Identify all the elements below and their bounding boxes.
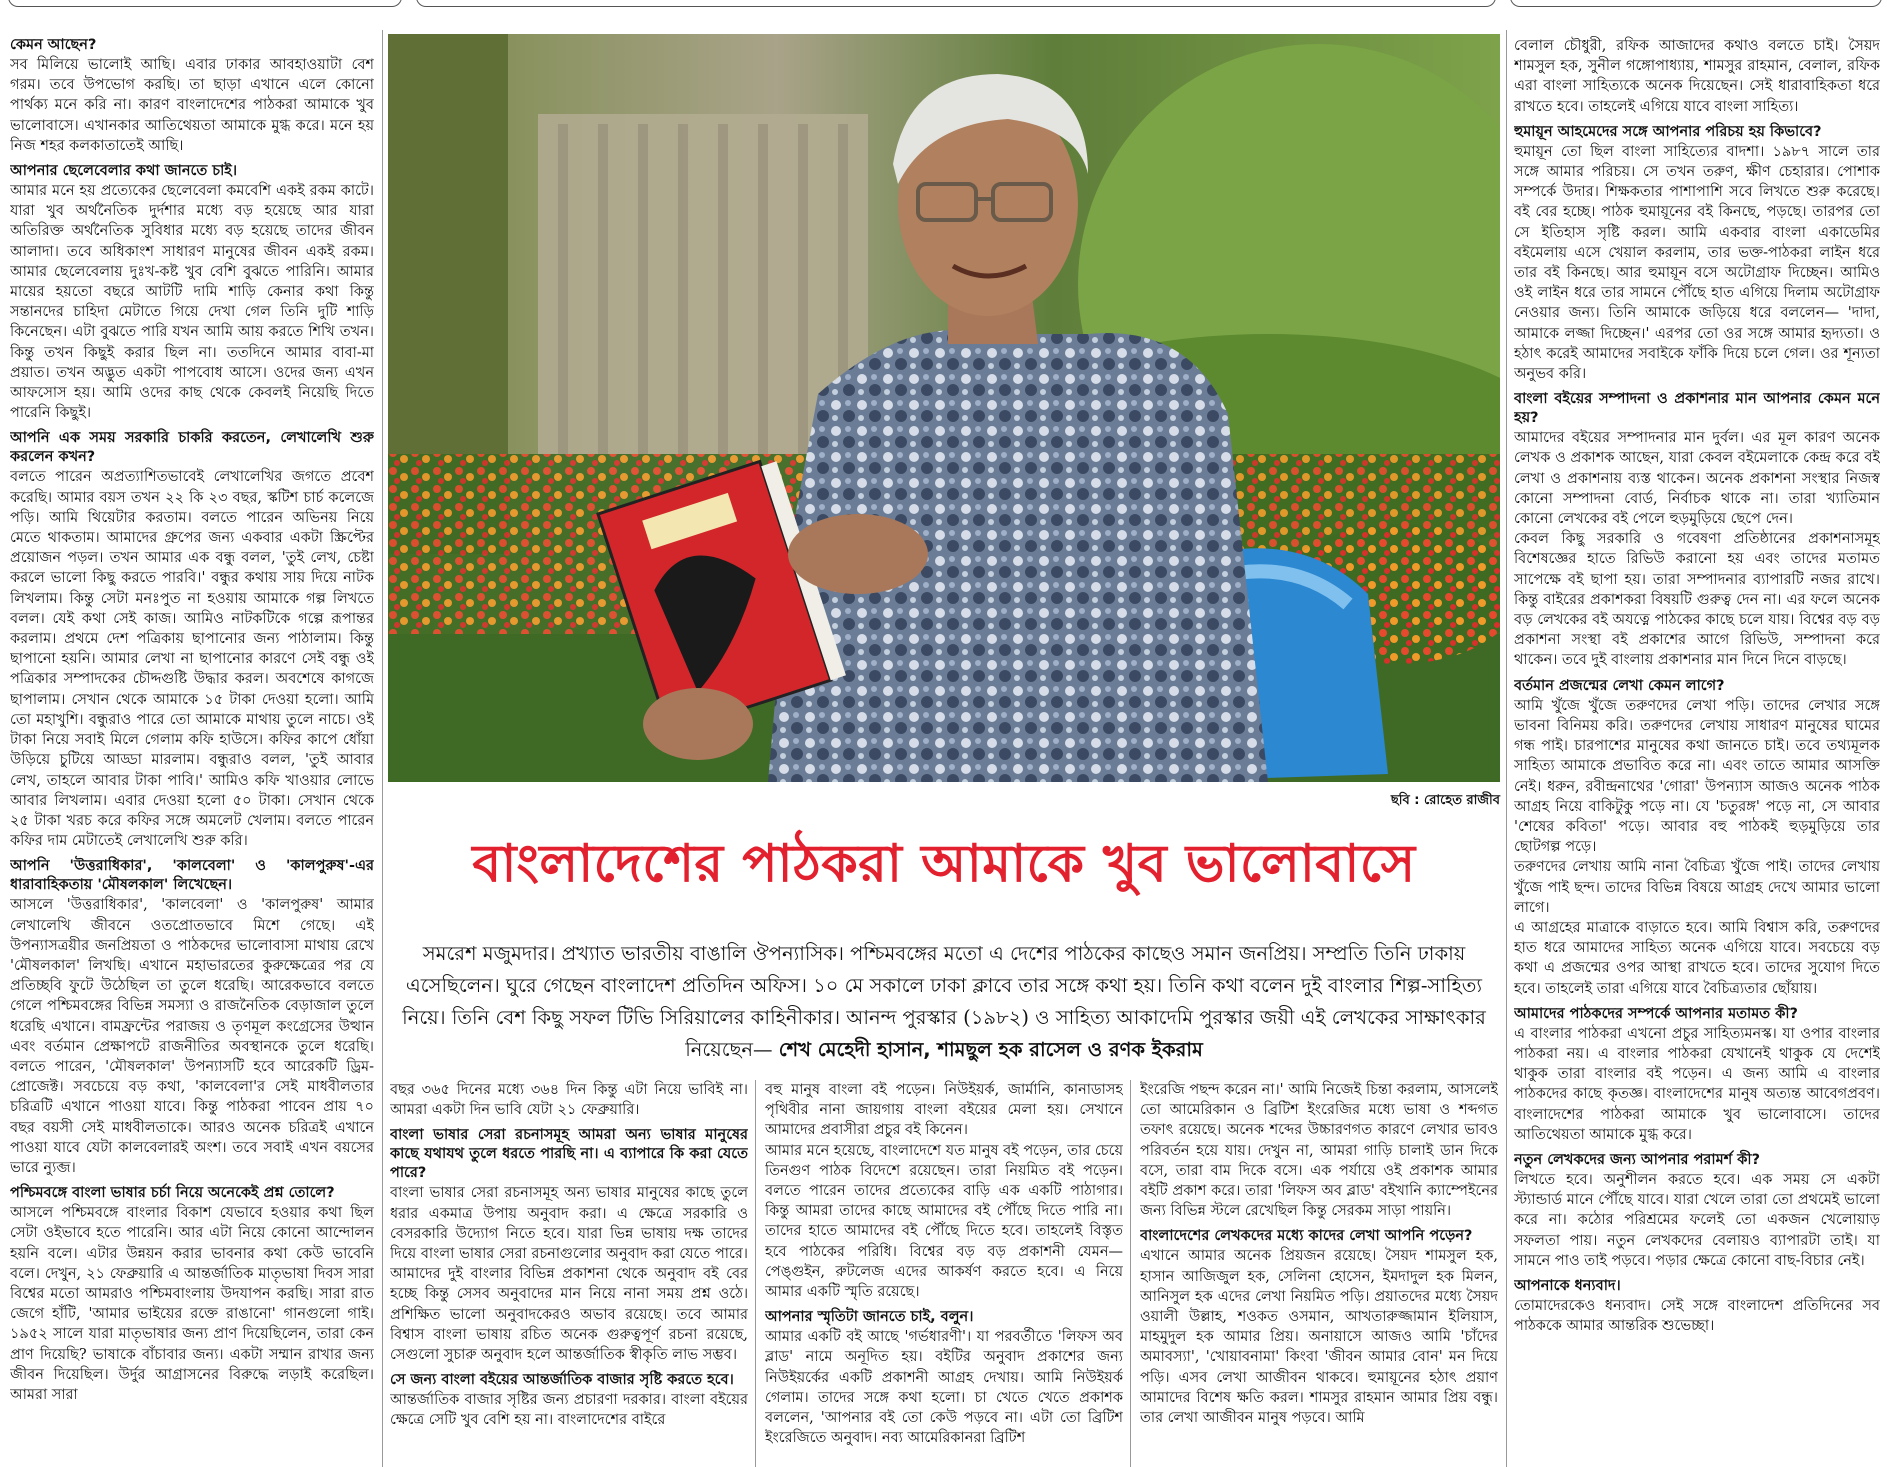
interview-question: পশ্চিমবঙ্গে বাংলা ভাষার চর্চা নিয়ে অনেকেই প্রশ্ন তোলে? bbox=[10, 1185, 335, 1202]
interview-answer: আমাদের বইয়ের সম্পাদনার মান দুর্বল। এর মূল কারণ অনেক লেখক ও প্রকাশক আছেন, যারা কেবল বইমেলাকে কেন্দ্র করে বই লেখা ও প্রকাশনায় ব্যস্ত থাকেন। অনেক প্রকাশনা সংস্থার নিজস্ব কোনো সম্পাদনা বোর্ড, নির্বাচক থাকে না। তারা খ্যাতিমান কোনো লেখকের বই পেলে হুড়মুড়িয়ে ছেপে দেন। bbox=[1514, 430, 1880, 528]
interview-answer: বাংলা ভাষার সেরা রচনাসমূহ অন্য ভাষার মানুষের কাছে তুলে ধরার একমাত্র উপায় অনুবাদ করা। এ ক্ষেত্রে সরকারি ও বেসরকারি উদ্যোগ নিতে হবে। যারা ভিন্ন ভাষায় দক্ষ তাদের দিয়ে বাংলা ভাষার সেরা রচনাগুলোর অনুবাদ করা যেতে পারে। আমাদের দুই বাংলার বিভিন্ন প্রকাশনা থেকে অনুবাদ বই বের হচ্ছে কিন্তু সেসব অনুবাদের মান নিয়ে নানা সময় প্রশ্ন ওঠে। প্রশিক্ষিত ভালো অনুবাদকেরও অভাব রয়েছে। তবে আমার বিশ্বাস বাংলা ভাষায় রচিত অনেক গুরুত্বপূর্ণ রচনা রয়েছে, সেগুলো সুচারু অনুবাদ হলে আন্তর্জাতিক স্বীকৃতি লাভ সম্ভব। bbox=[390, 1185, 748, 1364]
interview-question: সে জন্য বাংলা বইয়ের আন্তর্জাতিক বাজার সৃষ্টি করতে হবে। bbox=[390, 1372, 734, 1389]
interview-question: বাংলা বইয়ের সম্পাদনা ও প্রকাশনার মান আপনার কেমন মনে হয়? bbox=[1514, 391, 1880, 427]
interview-answer: তোমাদেরকেও ধন্যবাদ। সেই সঙ্গে বাংলাদেশ প্রতিদিনের সব পাঠককে আমার আন্তরিক শুভেচ্ছা। bbox=[1514, 1297, 1880, 1335]
column-5 bbox=[1514, 36, 1880, 1464]
interview-question: আপনি 'উত্তরাধিকার', 'কালবেলা' ও 'কালপুরুষ'-এর ধারাবাহিকতায় 'মৌষলকাল' লিখেছেন। bbox=[10, 858, 374, 894]
interview-answer: আমার মনে হয়েছে, বাংলাদেশে যত মানুষ বই পড়েন, তার চেয়ে তিনগুণ পাঠক বিদেশে রয়েছেন। তারা নিয়মিত বই পড়েন। বলতে পারেন তাদের প্রত্যেকের বাড়ি এক একটি পাঠাগার। কিন্তু আমরা তাদের কাছে আমাদের বই পৌঁছে দিতে পারি না। তাদের হাতে আমাদের বই পৌঁছে দিতে হবে। তাহলেই বিস্তৃত হবে পাঠকের পরিধি। বিশ্বের বড় বড় প্রকাশনী যেমন— পেঙ্গুইন, রুটলেজ এদের আকর্ষণ করতে হবে। এ নিয়ে আমার একটি স্মৃতি রয়েছে। bbox=[765, 1142, 1123, 1301]
interview-question: আপনি এক সময় সরকারি চাকরি করতেন, লেখালেখি শুরু করলেন কখন? bbox=[10, 430, 374, 466]
interview-question: আপনাকে ধন্যবাদ। bbox=[1514, 1277, 1621, 1294]
top-frame-center bbox=[416, 0, 1496, 7]
column-4 bbox=[1140, 1080, 1498, 1464]
author-photo bbox=[388, 34, 1500, 782]
author-photo-illustration bbox=[388, 34, 1500, 782]
interview-question: আমাদের পাঠকদের সম্পর্কে আপনার মতামত কী? bbox=[1514, 1005, 1798, 1022]
interview-question: বাংলা ভাষার সেরা রচনাসমূহ আমরা অন্য ভাষার মানুষের কাছে যথাযথ তুলে ধরতে পারছি না। এ ব্যাপারে কি করা যেতে পারে? bbox=[390, 1127, 748, 1182]
interview-answer: আসলে পশ্চিমবঙ্গে বাংলার বিকাশ যেভাবে হওয়ার কথা ছিল সেটা ওইভাবে হতে পারেনি। আর এটা নিয়ে কোনো আন্দোলন হয়নি বলে। এটার উন্নয়ন করার ভাবনার কথা কেউ ভাবেনি বলে। দেখুন, ২১ ফেব্রুয়ারি এ আন্তর্জাতিক মাতৃভাষা দিবস সারা বিশ্বের মতো আমরাও পশ্চিমবাংলায় উদযাপন করছি। সারা রাত জেগে হাঁটি, 'আমার ভাইয়ের রক্তে রাঙানো' গানগুলো গাই। ১৯৫২ সালে যারা মাতৃভাষার জন্য প্রাণ দিয়েছিলেন, তারা কেন প্রাণ দিয়েছি? ভাষাকে বাঁচাবার জন্য। একটা সম্মান রাখার জন্য জীবন দিয়েছিল। উর্দুর আগ্রাসনের বিরুদ্ধে লড়াই করেছিল। আমরা সারা bbox=[10, 1205, 374, 1403]
intro-text: সমরেশ মজুমদার। প্রখ্যাত ভারতীয় বাঙালি ঔপন্যাসিক। পশ্চিমবঙ্গের মতো এ দেশের পাঠকের কাছেও সমান জনপ্রিয়। সম্প্রতি তিনি ঢাকায় এসেছিলেন। ঘুরে গেছেন বাংলাদেশ প্রতিদিন অফিস। ১০ মে সকালে ঢাকা ক্লাবে তার সঙ্গে কথা হয়। তিনি কথা বলেন দুই বাংলার শিল্প-সাহিত্য নিয়ে। তিনি বেশ কিছু সফল টিভি সিরিয়ালের কাহিনীকার। আনন্দ পুরস্কার (১৯৮২) ও সাহিত্য আকাদেমি পুরস্কার জয়ী এই লেখকের সাক্ষাৎকার নিয়েছেন— bbox=[402, 942, 1486, 1061]
interview-answer: এ আগ্রহের মাত্রাকে বাড়াতে হবে। আমি বিশ্বাস করি, তরুণদের হাত ধরে আমাদের সাহিত্য অনেক এগিয়ে যাবে। সবচেয়ে বড় কথা এ প্রজন্মের ওপর আস্থা রাখতে হবে। তাদের সুযোগ দিতে হবে। তাহলেই তারা এগিয়ে যাবে বৈচিত্র্যতার ছোঁয়ায়। bbox=[1514, 919, 1880, 997]
interview-answer: আমার মনে হয় প্রত্যেকের ছেলেবেলা কমবেশি একই রকম কাটে। যারা খুব অর্থনৈতিক দুর্দশার মধ্যে বড় হয়েছে আর যারা অতিরিক্ত অর্থনৈতিক সুবিধার মধ্যে বড় হয়েছে তাদের জীবন আলাদা। তবে অধিকাংশ সাধারণ মানুষের জীবন একই রকম। আমার ছেলেবেলায় দুঃখ-কষ্ট খুব বেশি বুঝতে পারিনি। আমার মায়ের হয়তো বছরে আটটি দামি শাড়ি কেনার কথা কিন্তু সন্তানদের চাহিদা মেটাতে গিয়ে দেখা গেল তিনি দুটি শাড়ি কিনেছেন। এটা বুঝতে পারি যখন আমি আয় করতে শিখি তখন। কিন্তু তখন কিছুই করার ছিল না। ততদিনে আমার বাবা-মা প্রয়াত। তখন অদ্ভুত একটা পাপবোধ আসে। ওদের জন্য এখন আফসোস হয়। আমি ওদের কাছ থেকে কেবলই নিয়েছি দিতে পারেনি কিছুই। bbox=[10, 183, 374, 422]
interview-question: আপনার স্মৃতিটা জানতে চাই, বলুন। bbox=[765, 1309, 974, 1326]
column-1 bbox=[10, 36, 374, 1464]
interview-question: হুমায়ূন আহমেদের সঙ্গে আপনার পরিচয় হয় কিভাবে? bbox=[1514, 123, 1822, 140]
interview-answer: আমার একটি বই আছে 'গর্ভধারণী'। যা পরবর্তীতে 'লিফস অব ব্লাড' নামে অনূদিত হয়। বইটির অনুবাদ প্রকাশের জন্য নিউইয়র্কের একটি প্রকাশনী আগ্রহ দেখায়। আমি নিউইয়র্ক গেলাম। তাদের সঙ্গে কথা হলো। চা খেতে খেতে প্রকাশক বললেন, 'আপনার বই তো কেউ পড়বে না। এটা তো ব্রিটিশ ইংরেজিতে অনুবাদ। নব্য আমেরিকানরা ব্রিটিশ bbox=[765, 1329, 1123, 1447]
column-rule bbox=[1506, 30, 1507, 1467]
interview-answer: হুমায়ূন তো ছিল বাংলা সাহিত্যের বাদশা। ১৯৮৭ সালে তার সঙ্গে আমার পরিচয়। সে তখন তরুণ, ক্ষীণ চেহারার। পোশাক সম্পর্কে উদার। শিক্ষকতার পাশাপাশি সবে লিখতে শুরু করেছে। বই বের হচ্ছে। পাঠক হুমায়ূনের বই কিনছে, পড়ছে। তারপর তো সে ইতিহাস সৃষ্টি করল। আমি একবার বাংলা একাডেমির বইমেলায় এসে খেয়াল করলাম, তার ভক্ত-পাঠকরা লাইন ধরে তার বই কিনছে। আর হুমায়ূন বসে অটোগ্রাফ দিচ্ছেন। আমিও ওই লাইন ধরে তার সামনে পৌঁছে হাত এগিয়ে দিলাম অটোগ্রাফ নেওয়ার জন্য। তিনি আমাকে জড়িয়ে ধরে বললেন— 'দাদা, আমাকে লজ্জা দিচ্ছেন।' এরপর তো ওর সঙ্গে আমার হৃদ্যতা। ও হঠাৎ করেই আমাদের সবাইকে ফাঁকি দিয়ে চলে গেল। ওর শূন্যতা অনুভব করি। bbox=[1514, 143, 1880, 383]
interview-answer: তরুণদের লেখায় আমি নানা বৈচিত্র্য খুঁজে পাই। তাদের লেখায় খুঁজে পাই ছন্দ। তাদের বিভিন্ন বিষয়ে আগ্রহ দেখে আমার ভালো লাগে। bbox=[1514, 859, 1880, 916]
column-rule bbox=[755, 1080, 756, 1467]
interview-answer: বহু মানুষ বাংলা বই পড়েন। নিউইয়র্ক, জার্মানি, কানাডাসহ পৃথিবীর নানা জায়গায় বাংলা বইয়ের মেলা হয়। সেখানে আমাদের প্রবাসীরা প্রচুর বই কিনেন। bbox=[765, 1082, 1123, 1139]
top-frame-left bbox=[8, 0, 402, 7]
interview-answer: আমি খুঁজে খুঁজে তরুণদের লেখা পড়ি। তাদের লেখার সঙ্গে ভাবনা বিনিময় করি। তরুণদের লেখায় সাধারণ মানুষের ঘামের গন্ধ পাই। চারপাশের মানুষের কথা জানতে চাই। তবে তথ্যমূলক সাহিত্য আমাকে প্রভাবিত করে না। এবং তাতে আমার আসক্তি নেই। ধরুন, রবীন্দ্রনাথের 'গোরা' উপন্যাস আজও অনেক পাঠক আগ্রহ নিয়ে বাকিটুকু পড়ে না। যে 'চতুরঙ্গ' পড়ে না, সে আবার 'শেষের কবিতা' পড়ে। আবার বহু পাঠকই হুড়মুড়িয়ে তার ছোটগল্প পড়ে। bbox=[1514, 697, 1880, 856]
column-rule bbox=[382, 30, 383, 1467]
interview-question: কেমন আছেন? bbox=[10, 37, 97, 53]
interview-answer: ইংরেজি পছন্দ করেন না।' আমি নিজেই চিন্তা করলাম, আসলেই তো আমেরিকান ও ব্রিটিশ ইংরেজির মধ্যে ভাষা ও শব্দগত তফাৎ রয়েছে। অনেক শব্দের উচ্চারণগত কারণে লেখার ভাবও পরিবর্তন হয়ে যায়। দেখুন না, আমরা গাড়ি চালাই ডান দিকে বসে, তারা বাম দিকে বসে। এক পর্যায়ে ওই প্রকাশক আমার বইটি প্রকাশ করে। তারা 'লিফস অব ব্লাড' বইখানি ক্যাম্পেইনের জন্য বিভিন্ন স্টলে রেখেছিল কিন্তু সেরকম সাড়া পায়নি। bbox=[1140, 1082, 1498, 1220]
interview-answer: লিখতে হবে। অনুশীলন করতে হবে। এক সময় সে একটা স্ট্যান্ডার্ড মানে পৌঁছে যাবে। যারা খেলে তারা তো প্রথমেই ভালো করে না। কঠোর পরিশ্রমের ফলেই তো একজন খেলোয়াড় সফলতা পায়। নতুন লেখকদের বেলায়ও ব্যাপারটা তাই। যা সামনে পাও তাই পড়বে। পড়ার ক্ষেত্রে কোনো বাছ-বিচার নেই। bbox=[1514, 1171, 1880, 1269]
interview-answer: আন্তর্জাতিক বাজার সৃষ্টির জন্য প্রচারণা দরকার। বাংলা বইয়ের ক্ষেত্রে সেটি খুব বেশি হয় না। বাংলাদেশের বাইরে bbox=[390, 1392, 748, 1429]
interview-question: আপনার ছেলেবেলার কথা জানতে চাই। bbox=[10, 163, 238, 180]
interview-answer: সব মিলিয়ে ভালোই আছি। এবার ঢাকার আবহাওয়াটা বেশ গরম। তবে উপভোগ করছি। তা ছাড়া এখানে এলে কোনো পার্থক্য মনে করি না। কারণ বাংলাদেশের পাঠকরা আমাকে খুব ভালোবাসে। এখানকার আতিথেয়তা আমাকে মুগ্ধ করে। মনে হয় নিজ শহর কলকাতাতেই আছি। bbox=[10, 57, 374, 154]
interview-answer: এ বাংলার পাঠকরা এখনো প্রচুর সাহিত্যমনস্ক। যা ওপার বাংলার পাঠকরা নয়। এ বাংলার পাঠকরা যেখানেই থাকুক যে দেশেই থাকুক তারা বাংলার বই পড়েন। এ জন্য আমি এ বাংলার পাঠকদের কাছে কৃতজ্ঞ। বাংলাদেশের মানুষ অত্যন্ত আবেগপ্রবণ। বাংলাদেশের পাঠকরা আমাকে খুব ভালোবাসে। তাদের আতিথেয়তা আমাকে মুগ্ধ করে। bbox=[1514, 1025, 1880, 1143]
photo-credit: ছবি : রোহেত রাজীব bbox=[1390, 793, 1500, 808]
column-rule bbox=[1130, 1080, 1131, 1467]
interview-question: বর্তমান প্রজন্মের লেখা কেমন লাগে? bbox=[1514, 677, 1725, 694]
interview-answer: এখানে আমার অনেক প্রিয়জন রয়েছে। সৈয়দ শামসুল হক, হাসান আজিজুল হক, সেলিনা হোসেন, ইমদাদুল হক মিলন, আনিসুল হক এদের লেখা নিয়মিত পড়ি। প্রয়াতদের মধ্যে সৈয়দ ওয়ালী উল্লাহ, শওকত ওসমান, আখতারুজ্জামান ইলিয়াস, মাহমুদুল হক আমার প্রিয়। অনায়াসে আজও আমি 'চাঁদের অমাবস্যা', 'খোয়াবনামা' কিংবা 'জীবন আমার বোন' মন দিয়ে পড়ি। এসব লেখা আজীবন থাকবে। হুমায়ূনের হঠাৎ প্রয়াণ আমাদের বিশেষ ক্ষতি করল। শামসুর রাহমান আমার প্রিয় বন্ধু। তার লেখা আজীবন মানুষ পড়বে। আমি bbox=[1140, 1248, 1498, 1427]
page-top-border bbox=[0, 0, 1887, 8]
interview-answer: কেবল কিছু সরকারি ও গবেষণা প্রতিষ্ঠানের প্রকাশনাসমূহ বিশেষজ্ঞের হাতে রিভিউ করানো হয় এবং তাদের মতামত সাপেক্ষে বই ছাপা হয়। তারা সম্পাদনার ব্যাপারটি নজর রাখে। কিন্তু বাইরের প্রকাশকরা বিষয়টি গুরুত্ব দেন না। এর ফলে অনেক বড় লেখকের বই অযত্নে পাঠকের কাছে চলে যায়। বিশ্বের বড় বড় প্রকাশনা সংস্থা বই প্রকাশের আগে রিভিউ, সম্পাদনা করে থাকেন। তবে দুই বাংলায় প্রকাশনার মান দিনে দিনে বাড়ছে। bbox=[1514, 531, 1880, 669]
interview-answer: বছর ৩৬৫ দিনের মধ্যে ৩৬৪ দিন কিন্তু এটা নিয়ে ভাবিই না। আমরা একটা দিন ভাবি যেটা ২১ ফেব্রুয়ারি। bbox=[390, 1082, 748, 1119]
intro-paragraph bbox=[388, 938, 1500, 1066]
interview-question: নতুন লেখকদের জন্য আপনার পরামর্শ কী? bbox=[1514, 1151, 1760, 1168]
interview-answer: বলতে পারেন অপ্রত্যাশিতভাবেই লেখালেখির জগতে প্রবেশ করেছি। আমার বয়স তখন ২২ কি ২৩ বছর, স্কটিশ চার্চ কলেজে পড়ি। আমি থিয়েটার করতাম। বলতে পারেন অভিনয় নিয়ে মেতে থাকতাম। আমাদের গ্রুপের জন্য একবার একটা স্ক্রিপ্টের প্রয়োজন পড়ল। তখন আমার এক বন্ধু বলল, 'তুই লেখ, চেষ্টা করলে ভালো কিছু করতে পারবি।' বন্ধুর কথায় সায় দিয়ে নাটক লিখলাম। কিন্তু সেটা মনঃপুত না হওয়ায় আমাকে গল্প লিখতে বলল। যেই কথা সেই কাজ। আমিও নাটকটিকে গল্পে রূপান্তর করলাম। প্রথমে দেশ পত্রিকায় ছাপানোর জন্য পাঠালাম। কিন্তু ছাপানো হয়নি। আমার লেখা না ছাপানোর কারণে সেই বন্ধু ওই পত্রিকার সম্পাদকের চৌদ্দগুষ্টি উদ্ধার করল। অবশেষে কাগজে ছাপালাম। সেখান থেকে আমাকে ১৫ টাকা দেওয়া হলো। আমি তো মহাখুশি। বন্ধুরাও পারে তো আমাকে মাথায় তুলে নাচে। ওই টাকা নিয়ে সবাই মিলে গেলাম কফি হাউসে। কফির কাপে ধোঁয়া উড়িয়ে চুটিয়ে আড্ডা মারলাম। বন্ধুরাও বলল, 'তুই আবার লেখ, তাহলে আবার টাকা পাবি।' আমিও কফি খাওয়ার লোভে আবার লিখলাম। এবার দেওয়া হলো ৫০ টাকা। সেখান থেকে ২৫ টাকা খরচ করে কফির সঙ্গে অমলেট খেলাম। বলতে পারেন কফির দাম মেটাতেই লেখালেখি শুরু করি। bbox=[10, 469, 374, 850]
interview-answer: আসলে 'উত্তরাধিকার', 'কালবেলা' ও 'কালপুরুষ' আমার লেখালেখি জীবনে ওতপ্রোতভাবে মিশে গেছে। এই উপন্যাসত্রয়ীর জনপ্রিয়তা ও পাঠকদের ভালোবাসা মাথায় রেখে 'মৌষলকাল' লিখছি। এখানে মহাভারতের কুরুক্ষেত্রের পর যে প্রতিচ্ছবি ফুটে উঠেছিল তা তুলে ধরেছি। আরেকভাবে বলতে গেলে পশ্চিমবঙ্গের বিভিন্ন সমস্যা ও রাজনৈতিক বেড়াজাল তুলে ধরেছি এখানে। বামফ্রন্টের পরাজয় ও তৃণমূল কংগ্রেসের উত্থান এবং বর্তমান প্রেক্ষাপটে রাজনীতির অবস্থানকে তুলে ধরেছি। বলতে পারেন, 'মৌষলকাল' উপন্যাসটি হবে আরেকটি ড্রিম-প্রোজেক্ট। সবচেয়ে বড় কথা, 'কালবেলা'র সেই মাধবীলতার চরিত্রটি এখানে পাওয়া যাবে। কিন্তু পাঠকরা পাবেন প্রায় ৭০ বছর বয়সী সেই মাধবীলতাকে। আরও অনেক চরিত্রই এখানে পাওয়া যাবে যেটা কালবেলারই অংশ। তবে সবাই এখন বয়সের ভারে ন্যুব্জ। bbox=[10, 897, 374, 1176]
column-3 bbox=[765, 1080, 1123, 1464]
headline: বাংলাদেশের পাঠকরা আমাকে খুব ভালোবাসে bbox=[472, 833, 1416, 894]
top-frame-right bbox=[1510, 0, 1882, 7]
intro-authors: শেখ মেহেদী হাসান, শামছুল হক রাসেল ও রণক ইকরাম bbox=[778, 1038, 1203, 1061]
column-2 bbox=[390, 1080, 748, 1464]
interview-question: বাংলাদেশের লেখকদের মধ্যে কাদের লেখা আপনি পড়েন? bbox=[1140, 1228, 1473, 1245]
interview-answer: বেলাল চৌধুরী, রফিক আজাদের কথাও বলতে চাই। সৈয়দ শামসুল হক, সুনীল গঙ্গোপাধ্যায়, শামসুর রাহমান, বেলাল, রফিক এরা বাংলা সাহিত্যকে অনেক দিয়েছেন। সেই ধারাবাহিকতা ধরে রাখতে হবে। তাহলেই এগিয়ে যাবে বাংলা সাহিত্য। bbox=[1514, 38, 1880, 115]
